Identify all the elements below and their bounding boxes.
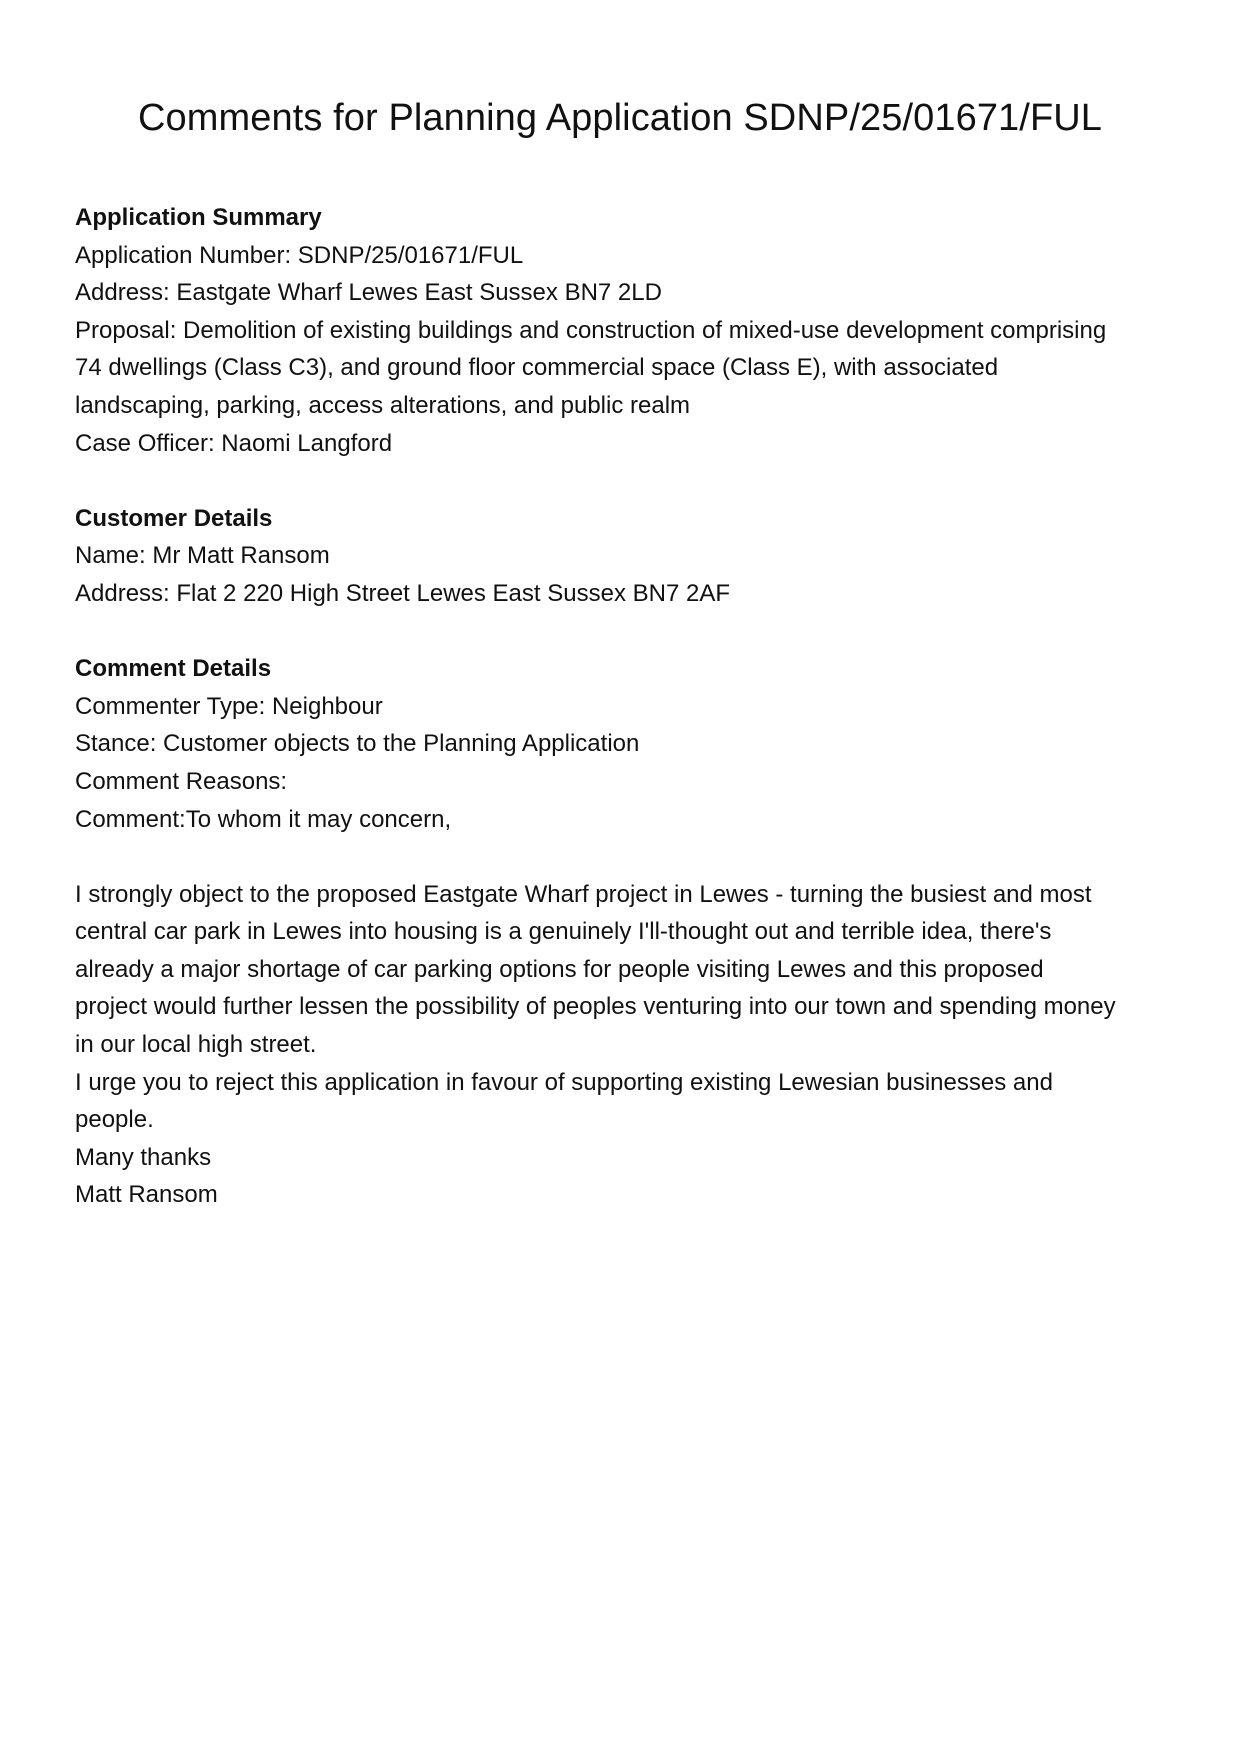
comment-reasons: Comment Reasons: <box>75 767 288 795</box>
proposal-line: Proposal: Demolition of existing buildings and construction of mixed-use development comprising <box>75 316 1107 344</box>
signature-name: Matt Ransom <box>75 1181 218 1209</box>
comment-details-heading: Comment Details <box>75 655 272 683</box>
comment-details-section <box>75 650 1175 1214</box>
comment-body-line: in our local high street. <box>75 1031 317 1059</box>
application-address: Address: Eastgate Wharf Lewes East Sussex BN7 2LD <box>75 279 662 307</box>
application-number: Application Number: SDNP/25/01671/FUL <box>75 241 524 269</box>
commenter-type: Commenter Type: Neighbour <box>75 692 383 720</box>
comment-body-line: project would further lessen the possibility of peoples venturing into our town and spending money <box>75 993 1116 1021</box>
proposal-line: landscaping, parking, access alterations, and public realm <box>75 391 691 419</box>
stance: Stance: Customer objects to the Planning Application <box>75 730 640 758</box>
comment-body-line: people. <box>75 1106 154 1134</box>
proposal-line: 74 dwellings (Class C3), and ground floor commercial space (Class E), with associated <box>75 354 999 382</box>
page-title: Comments for Planning Application SDNP/25/01671/FUL <box>137 97 1103 139</box>
customer-address: Address: Flat 2 220 High Street Lewes East Sussex BN7 2AF <box>75 579 730 607</box>
case-officer: Case Officer: Naomi Langford <box>75 429 393 457</box>
comment-body-line: central car park in Lewes into housing is a genuinely I'll-thought out and terrible idea, there's <box>75 918 1052 946</box>
customer-name: Name: Mr Matt Ransom <box>75 542 330 570</box>
sign-off: Many thanks <box>75 1143 212 1171</box>
comment-body-line: I urge you to reject this application in favour of supporting existing Lewesian businesses and <box>75 1068 1053 1096</box>
customer-details-section <box>75 500 1175 613</box>
application-summary-section <box>75 199 1175 462</box>
comment-body-line: I strongly object to the proposed Eastgate Wharf project in Lewes - turning the busiest and most <box>75 880 1092 908</box>
application-summary-heading: Application Summary <box>75 204 322 231</box>
document-content <box>75 199 1175 1252</box>
blank-line <box>75 838 1175 876</box>
customer-details-heading: Customer Details <box>75 504 273 532</box>
comment-body-line: already a major shortage of car parking options for people visiting Lewes and this proposed <box>75 955 1044 983</box>
comment-intro: Comment:To whom it may concern, <box>75 805 452 833</box>
